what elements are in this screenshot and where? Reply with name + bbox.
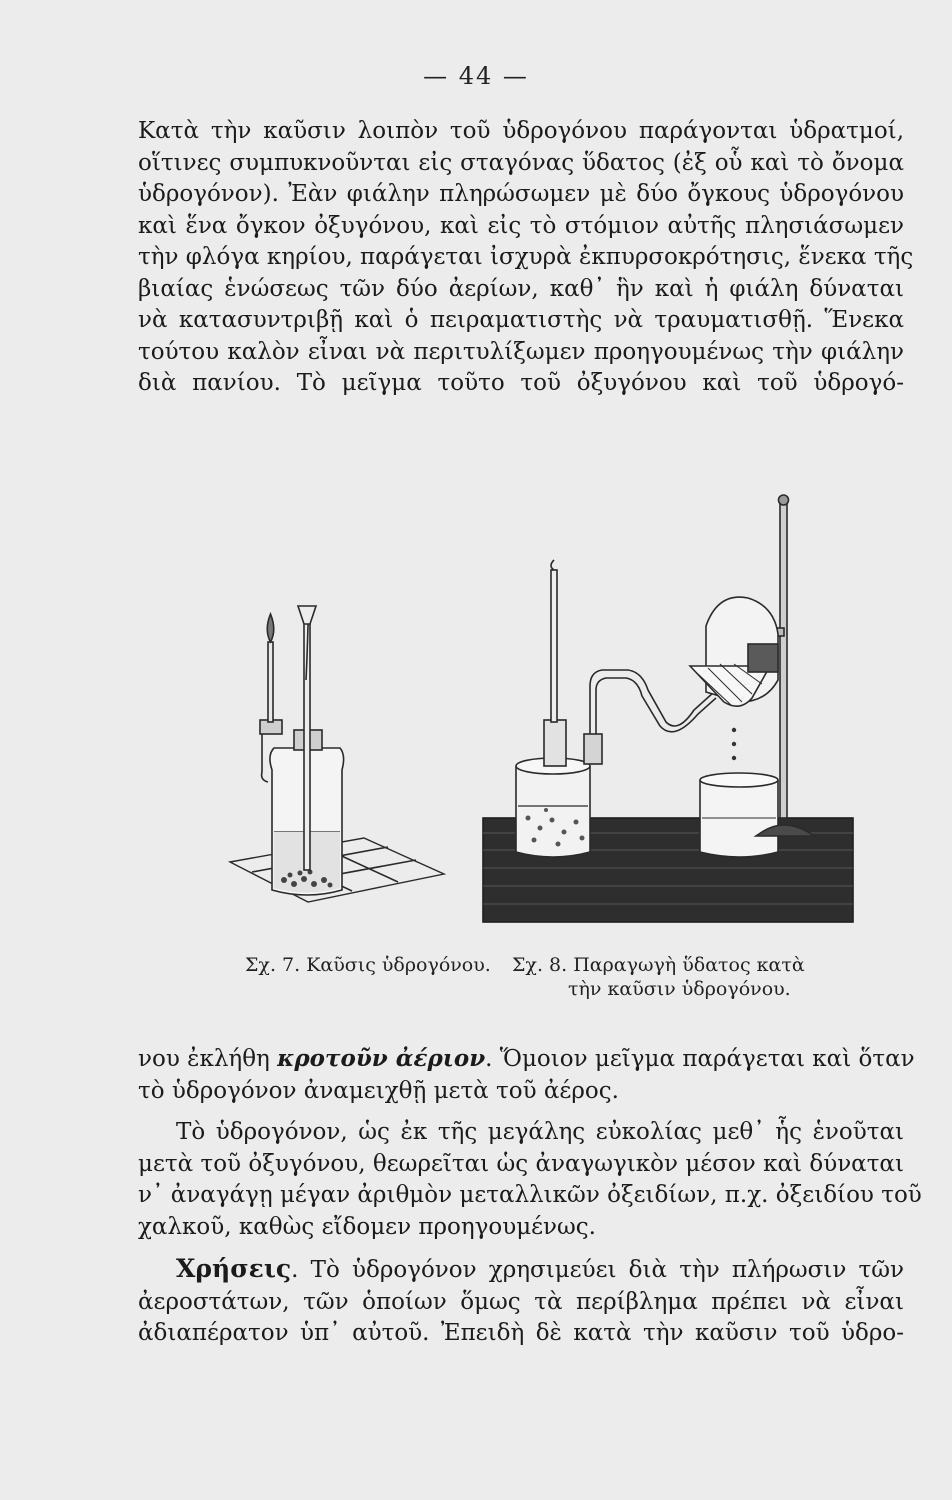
section-heading-uses: Χρήσεις <box>176 1254 292 1283</box>
text-line <box>138 1253 904 1287</box>
text-line: βιαίας ἑνώσεως τῶν δύο ἀερίων, καθ᾽ ἣν καὶ ἡ φιάλη δύναται <box>138 275 904 302</box>
text-line: τούτου καλὸν εἶναι νὰ περιτυλίξωμεν προηγουμένως τὴν φιάλην <box>138 338 904 365</box>
text-run: νου ἐκλήθη <box>138 1046 278 1072</box>
text-run: . Τὸ ὑδρογόνον χρησιμεύει διὰ τὴν πλήρωσιν τῶν <box>291 1257 904 1283</box>
text-line: τὸ ὑδρογόνον ἀναμειχθῇ μετὰ τοῦ ἀέρος. <box>138 1077 619 1104</box>
paragraph-3 <box>138 1117 922 1243</box>
paragraph-1 <box>138 116 914 400</box>
text-line: Τὸ ὑδρογόνον, ὡς ἐκ τῆς μεγάλης εὐκολίας μεθ᾽ ἧς ἑνοῦται <box>176 1119 904 1145</box>
text-line: ν᾽ ἀναγάγῃ μέγαν ἀριθμὸν μεταλλικῶν ὀξειδίων, π.χ. ὀξειδίου τοῦ <box>138 1182 922 1208</box>
text-line: χαλκοῦ, καθὼς εἴδομεν προηγουμένως. <box>138 1213 596 1240</box>
term-kroton-aerion: κροτοῦν ἀέριον <box>277 1045 486 1072</box>
text-line: μετὰ τοῦ ὀξυγόνου, θεωρεῖται ὡς ἀναγωγικὸν μέσον καὶ δύναται <box>138 1150 904 1177</box>
figure-7-hydrogen-burning-illustration <box>212 600 462 930</box>
figure-8-water-production-illustration <box>478 488 858 933</box>
paragraph-4 <box>138 1253 904 1350</box>
text-line: διὰ πανίου. Τὸ μεῖγμα τοῦτο τοῦ ὀξυγόνου καὶ τοῦ ὑδρογό- <box>138 370 904 396</box>
text-line: ἀεροστάτων, τῶν ὁποίων ὅμως τὰ περίβλημα πρέπει νὰ εἶναι <box>138 1288 904 1315</box>
page-number: — 44 — <box>423 62 529 90</box>
text-line: ὑδρογόνον). Ἐὰν φιάλην πληρώσωμεν μὲ δύο ὄγκους ὑδρογόνου <box>138 181 904 207</box>
figure-7-caption: Σχ. 7. Καῦσις ὑδρογόνου. <box>245 954 491 976</box>
text-line: οἵτινες συμπυκνοῦνται εἰς σταγόνας ὕδατος (ἐξ οὗ καὶ τὸ ὄνομα <box>138 149 904 176</box>
paragraph-2 <box>138 1043 915 1107</box>
text-line: καὶ ἕνα ὄγκον ὀξυγόνου, καὶ εἰς τὸ στόμιον αὐτῆς πλησιάσωμεν <box>138 212 904 239</box>
text-line: νὰ κατασυντριβῇ καὶ ὁ πειραματιστὴς νὰ τραυματισθῇ. Ἕνεκα <box>138 307 904 333</box>
text-line: τὴν φλόγα κηρίου, παράγεται ἰσχυρὰ ἐκπυρσοκρότησις, ἕνεκα τῆς <box>138 244 914 270</box>
text-line: ἀδιαπέρατον ὑπ᾽ αὐτοῦ. Ἐπειδὴ δὲ κατὰ τὴν καῦσιν τοῦ ὑδρο- <box>138 1320 904 1346</box>
figure-8-caption-line-2: τὴν καῦσιν ὑδρογόνου. <box>568 978 791 1000</box>
text-line <box>138 1043 915 1076</box>
figure-8-caption-line-1: Σχ. 8. Παραγωγὴ ὕδατος κατὰ <box>512 954 805 976</box>
text-run: . Ὅμοιον μεῖγμα παράγεται καὶ ὅταν <box>485 1046 915 1072</box>
text-line: Κατὰ τὴν καῦσιν λοιπὸν τοῦ ὑδρογόνου παράγονται ὑδρατμοί, <box>138 118 904 144</box>
figure-8-caption <box>512 953 805 1001</box>
